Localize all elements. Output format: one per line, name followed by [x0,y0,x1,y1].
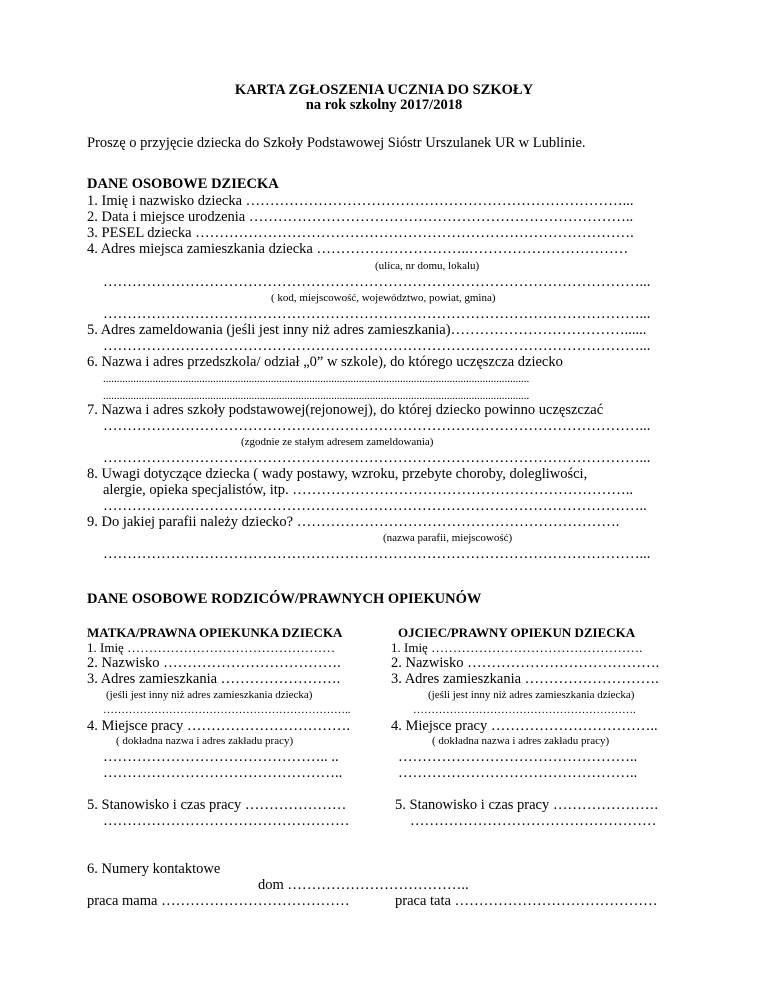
father-workplace-hint: ( dokładna nazwa i adres zakładu pracy) [432,735,610,747]
father-position-field[interactable]: 5. Stanowisko i czas pracy …………………. [395,797,658,813]
address-hint-city: ( kod, miejscowość, województwo, powiat, gmina) [271,292,496,304]
preschool-line-1[interactable]: ........................................................................................................................................................... [103,373,530,385]
contacts-heading: 6. Numery kontaktowe [87,861,221,877]
father-work-phone-field[interactable]: praca tata …………………………………… [395,893,658,909]
preschool-label: 6. Nazwa i adres przedszkola/ odział „0” w szkole), do którego uczęszcza dziecko [87,354,563,370]
mother-work-phone-field[interactable]: praca mama ………………………………… [87,893,350,909]
mother-last-name-field[interactable]: 2. Nazwisko ………………………………. [87,655,341,671]
mother-address-line-2[interactable]: ………………………………………………………….. [103,704,351,716]
mother-first-name-field[interactable]: 1. Imię ………………………………………… [87,640,336,655]
district-school-line-1[interactable]: …………………………………………………………………………………………………... [103,418,651,434]
father-workplace-line-2[interactable]: ………………………………………….. [398,749,638,765]
father-address-hint: (jeśli jest inny niż adres zamieszkania dziecka) [428,689,635,701]
mother-position-field[interactable]: 5. Stanowisko i czas pracy ………………… [87,797,347,813]
home-phone-field[interactable]: dom ……………………………….. [258,877,469,893]
child-birth-field[interactable]: 2. Data i miejsce urodzenia …………………………………………………………………….. [87,209,634,225]
mother-position-line-2[interactable]: …………………………………………… [103,813,350,829]
child-notes-label: 8. Uwagi dotyczące dziecka ( wady postawy, wzroku, przebyte choroby, dolegliwości, [87,466,588,482]
mother-address-hint: (jeśli jest inny niż adres zamieszkania dziecka) [106,689,313,701]
parish-hint: (nazwa parafii, miejscowość) [383,532,513,544]
parish-field[interactable]: 9. Do jakiej parafii należy dziecko? …………………………………………………………. [87,514,620,530]
father-last-name-field[interactable]: 2. Nazwisko …………………………………. [391,655,660,671]
parish-line-2[interactable]: …………………………………………………………………………………………………... [103,546,651,562]
mother-workplace-line-3[interactable]: ………………………………………….. [103,765,343,781]
preschool-line-2[interactable]: ........................................................................................................................................................... [103,390,530,402]
mother-workplace-hint: ( dokładna nazwa i adres zakładu pracy) [116,735,294,747]
district-school-label: 7. Nazwa i adres szkoły podstawowej(rejonowej), do której dziecko powinno uczęszczać [87,402,604,418]
registration-address-line-2[interactable]: …………………………………………………………………………………………………... [103,338,651,354]
father-workplace-field[interactable]: 4. Miejsce pracy …………………………….. [391,718,658,734]
child-name-field[interactable]: 1. Imię i nazwisko dziecka ……………………………………………………………………... [87,193,634,209]
father-first-name-field[interactable]: 1. Imię …………………………………………. [391,640,643,655]
child-pesel-field[interactable]: 3. PESEL dziecka ………………………………………………………………………………. [87,225,634,241]
child-address-line-2[interactable]: …………………………………………………………………………………………………... [103,274,651,290]
parents-section-heading: DANE OSOBOWE RODZICÓW/PRAWNYCH OPIEKUNÓW [87,591,482,607]
child-notes-field[interactable]: alergie, opieka specjalistów, itp. …………………………………………………………….. [103,482,634,498]
form-subtitle: na rok szkolny 2017/2018 [305,97,463,113]
registration-address-field[interactable]: 5. Adres zameldowania (jeśli jest inny niż adres zamieszkania)………………………………...... [87,322,647,338]
district-school-line-2[interactable]: …………………………………………………………………………………………………... [103,450,651,466]
intro-text: Proszę o przyjęcie dziecka do Szkoły Podstawowej Sióstr Urszulanek UR w Lublinie. [87,135,586,151]
mother-heading: MATKA/PRAWNA OPIEKUNKA DZIECKA [87,625,343,640]
father-heading: OJCIEC/PRAWNY OPIEKUN DZIECKA [398,625,636,640]
father-workplace-line-3[interactable]: ………………………………………….. [398,765,638,781]
mother-workplace-line-2[interactable]: ……………………………………….. .. [103,749,339,765]
district-school-hint: (zgodnie ze stałym adresem zameldowania) [241,436,434,448]
father-address-line-2[interactable]: ……………………………………………………. [413,704,636,716]
address-hint-street: (ulica, nr domu, lokalu) [375,260,480,272]
child-address-field[interactable]: 4. Adres miejsca zamieszkania dziecka …………………………..…………………………… [87,241,629,257]
mother-address-field[interactable]: 3. Adres zamieszkania ……………………. [87,671,341,687]
father-address-field[interactable]: 3. Adres zamieszkania ………………………. [391,671,659,687]
mother-workplace-field[interactable]: 4. Miejsce pracy ……………………………. [87,718,350,734]
form-title: KARTA ZGŁOSZENIA UCZNIA DO SZKOŁY [234,82,534,98]
child-address-line-3[interactable]: …………………………………………………………………………………………………... [103,306,651,322]
child-notes-line-2[interactable]: ………………………………………………………………………………………………….. [103,498,647,514]
child-section-heading: DANE OSOBOWE DZIECKA [87,176,279,192]
father-position-line-2[interactable]: …………………………………………… [410,813,657,829]
